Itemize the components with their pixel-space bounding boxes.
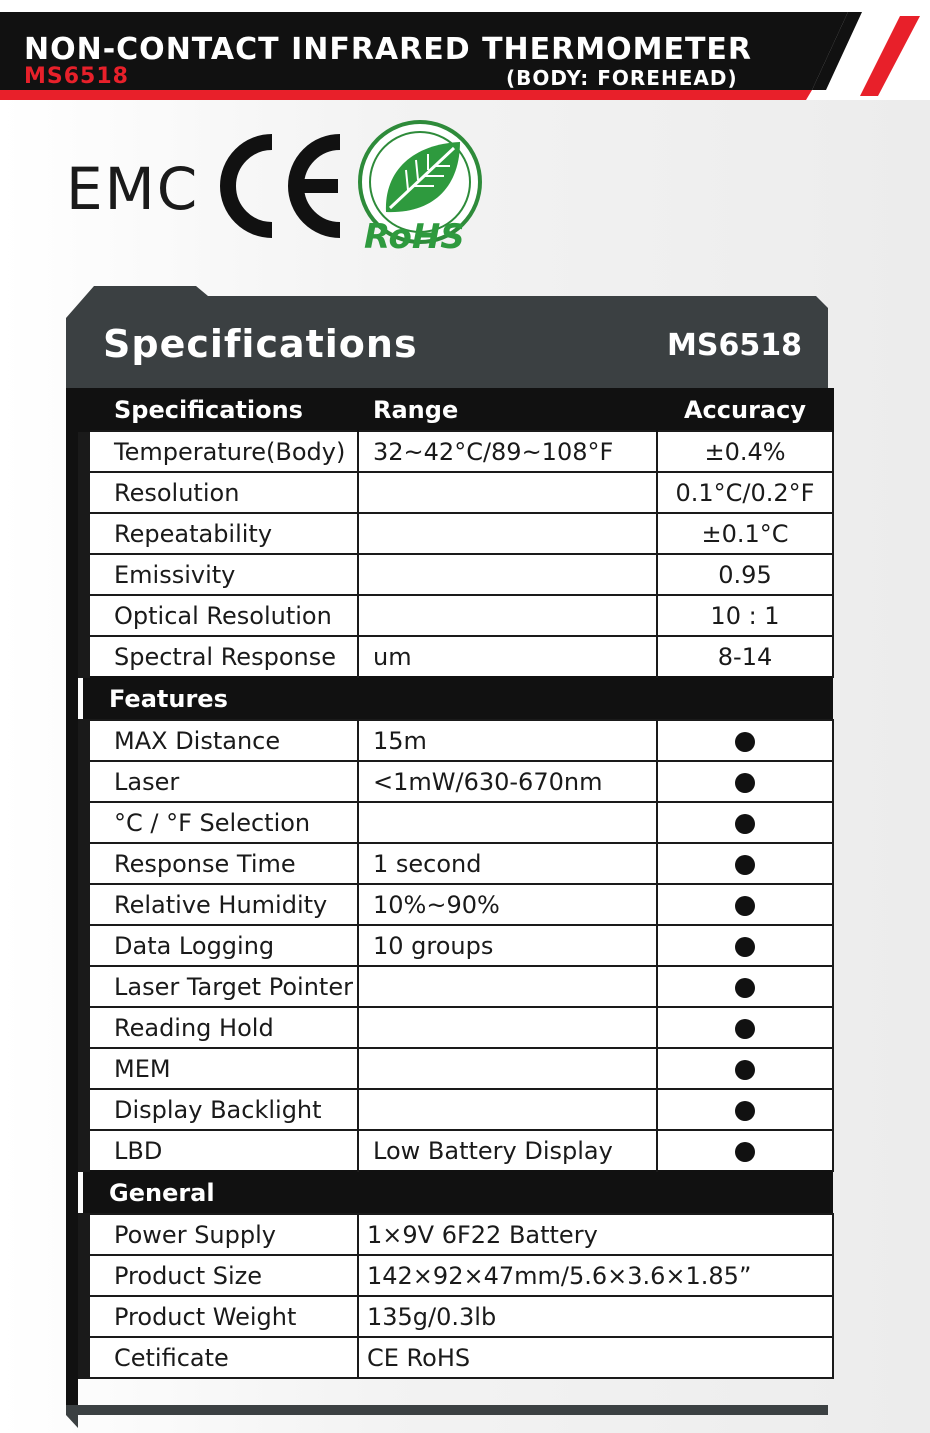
spec-accuracy: ±0.4% (657, 431, 833, 472)
table-row (84, 843, 833, 884)
section-title: General (84, 1171, 833, 1214)
general-value: 1×9V 6F22 Battery (358, 1214, 833, 1255)
panel-model: MS6518 (667, 328, 802, 363)
table-row (84, 802, 833, 843)
feature-range: <1mW/630-670nm (358, 761, 657, 802)
column-header-range: Range (358, 389, 657, 431)
feature-range: 15m (358, 720, 657, 761)
section-header-general (84, 1171, 833, 1214)
feature-range (358, 1007, 657, 1048)
spec-range (358, 595, 657, 636)
spec-label: Resolution (84, 472, 358, 513)
column-header-accuracy: Accuracy (657, 389, 833, 431)
bullet-dot-icon (735, 814, 755, 834)
table-row (84, 513, 833, 554)
feature-label: Reading Hold (84, 1007, 358, 1048)
table-row (84, 1089, 833, 1130)
feature-supported-cell (657, 720, 833, 761)
bullet-dot-icon (735, 978, 755, 998)
feature-supported-cell (657, 761, 833, 802)
table-row (84, 595, 833, 636)
bullet-dot-icon (735, 1019, 755, 1039)
feature-label: MEM (84, 1048, 358, 1089)
spec-range: 32~42°C/89~108°F (358, 431, 657, 472)
feature-range (358, 802, 657, 843)
rohs-label: RoHS (364, 217, 465, 254)
spec-label: Optical Resolution (84, 595, 358, 636)
feature-supported-cell (657, 802, 833, 843)
feature-label: °C / °F Selection (84, 802, 358, 843)
spec-label: Temperature(Body) (84, 431, 358, 472)
spec-accuracy: 0.95 (657, 554, 833, 595)
feature-label: MAX Distance (84, 720, 358, 761)
table-row (84, 636, 833, 677)
feature-supported-cell (657, 925, 833, 966)
table-row (84, 720, 833, 761)
table-row (84, 554, 833, 595)
table-header-row (84, 389, 833, 431)
spec-range: um (358, 636, 657, 677)
bullet-dot-icon (735, 1060, 755, 1080)
spec-accuracy: 10 : 1 (657, 595, 833, 636)
table-row (84, 472, 833, 513)
feature-label: LBD (84, 1130, 358, 1171)
feature-range: 10 groups (358, 925, 657, 966)
spec-label: Repeatability (84, 513, 358, 554)
table-row (84, 1130, 833, 1171)
table-row (84, 431, 833, 472)
general-label: Power Supply (84, 1214, 358, 1255)
table-row (84, 1296, 833, 1337)
table-row (84, 966, 833, 1007)
spec-table (78, 388, 834, 1379)
feature-supported-cell (657, 1007, 833, 1048)
bullet-dot-icon (735, 1101, 755, 1121)
general-label: Product Weight (84, 1296, 358, 1337)
spec-range (358, 472, 657, 513)
panel-title: Specifications (103, 322, 418, 366)
header-subtitle: (BODY: FOREHEAD) (506, 66, 738, 90)
table-row (84, 1337, 833, 1378)
bullet-dot-icon (735, 896, 755, 916)
feature-supported-cell (657, 884, 833, 925)
section-title: Features (84, 677, 833, 720)
feature-label: Laser Target Pointer (84, 966, 358, 1007)
spec-label: Emissivity (84, 554, 358, 595)
feature-supported-cell (657, 966, 833, 1007)
feature-supported-cell (657, 1089, 833, 1130)
emc-logo: EMC (66, 155, 200, 223)
column-header-specifications: Specifications (84, 389, 358, 431)
table-row (84, 884, 833, 925)
table-row (84, 925, 833, 966)
general-value: 142×92×47mm/5.6×3.6×1.85” (358, 1255, 833, 1296)
feature-supported-cell (657, 1048, 833, 1089)
header-model: MS6518 (24, 64, 129, 89)
general-label: Cetificate (84, 1337, 358, 1378)
feature-label: Laser (84, 761, 358, 802)
spec-label: Spectral Response (84, 636, 358, 677)
table-row (84, 761, 833, 802)
header-title: NON-CONTACT INFRARED THERMOMETER (24, 32, 753, 67)
feature-label: Data Logging (84, 925, 358, 966)
general-value: CE RoHS (358, 1337, 833, 1378)
feature-range: 1 second (358, 843, 657, 884)
table-row (84, 1255, 833, 1296)
feature-label: Relative Humidity (84, 884, 358, 925)
bullet-dot-icon (735, 732, 755, 752)
feature-range (358, 966, 657, 1007)
general-label: Product Size (84, 1255, 358, 1296)
feature-label: Response Time (84, 843, 358, 884)
table-row (84, 1214, 833, 1255)
feature-range (358, 1048, 657, 1089)
bullet-dot-icon (735, 773, 755, 793)
table-row (84, 1007, 833, 1048)
feature-supported-cell (657, 843, 833, 884)
spec-accuracy: 0.1°C/0.2°F (657, 472, 833, 513)
bullet-dot-icon (735, 855, 755, 875)
section-header-features (84, 677, 833, 720)
feature-range: Low Battery Display (358, 1130, 657, 1171)
feature-range (358, 1089, 657, 1130)
spec-accuracy: 8-14 (657, 636, 833, 677)
spec-range (358, 554, 657, 595)
bullet-dot-icon (735, 937, 755, 957)
panel-bottom-bar (66, 1405, 828, 1415)
bullet-dot-icon (735, 1142, 755, 1162)
feature-label: Display Backlight (84, 1089, 358, 1130)
spec-accuracy: ±0.1°C (657, 513, 833, 554)
feature-supported-cell (657, 1130, 833, 1171)
table-row (84, 1048, 833, 1089)
spec-range (358, 513, 657, 554)
general-value: 135g/0.3lb (358, 1296, 833, 1337)
feature-range: 10%~90% (358, 884, 657, 925)
